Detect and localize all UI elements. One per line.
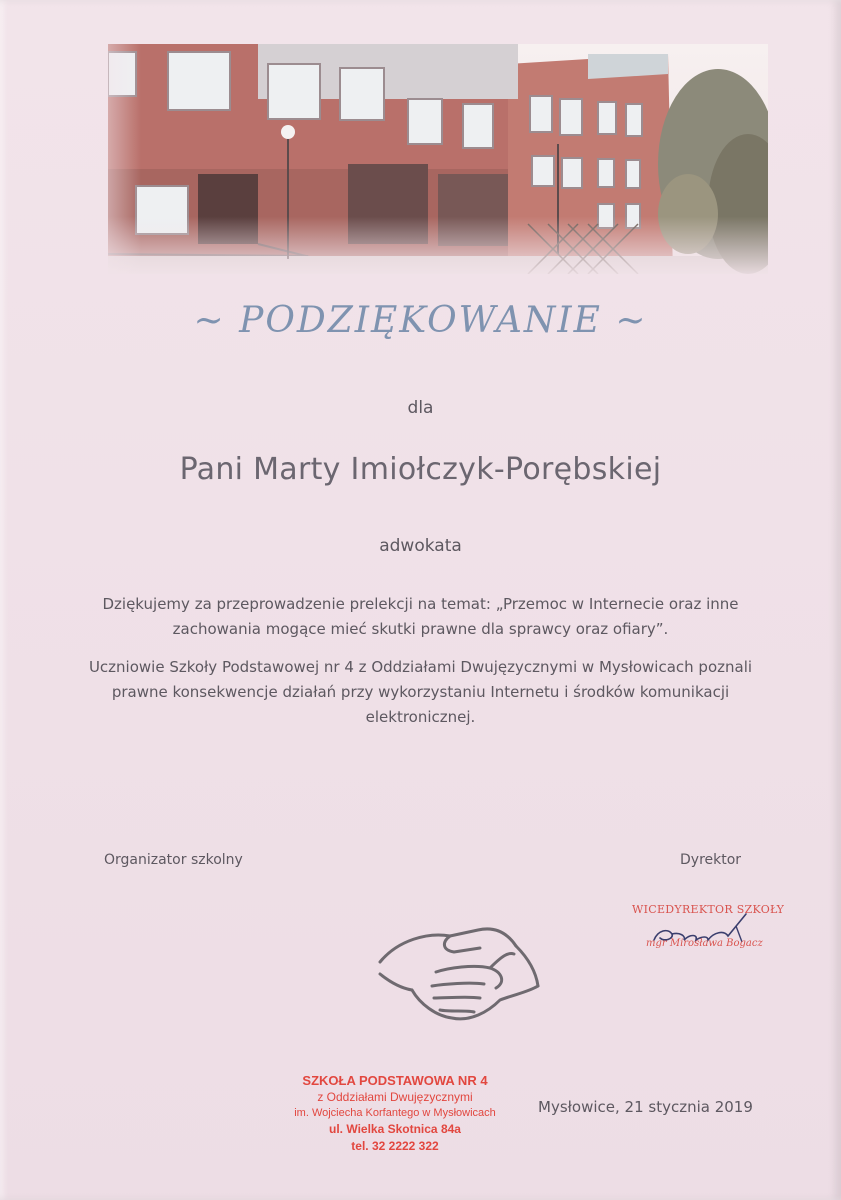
recipient-name: Pani Marty Imiołczyk-Porębskiej xyxy=(179,452,662,487)
thanks-paragraph: Dziękujemy za przeprowadzenie prelekcji na temat: „Przemoc w Internecie oraz inne zachowania mogące mieć skutki prawne dla sprawcy oraz ofiary”. xyxy=(102,595,739,638)
page-title: ~ PODZIĘKOWANIE ~ xyxy=(193,300,648,341)
handshake-icon xyxy=(378,912,548,1027)
students-paragraph: Uczniowie Szkoły Podstawowej nr 4 z Oddziałami Dwujęzycznymi w Mysłowicach poznali prawne konsekwencje działań przy wykorzystaniu Internetu i środków komunikacji elektronicznej. xyxy=(88,658,753,726)
recipient-role: adwokata xyxy=(379,536,462,556)
school-stamp xyxy=(260,1072,530,1155)
school-stamp-line: im. Wojciecha Korfantego w Mysłowicach xyxy=(294,1107,496,1119)
director-stamp xyxy=(620,900,810,960)
for-word: dla xyxy=(407,398,434,418)
school-stamp-line: SZKOŁA PODSTAWOWA NR 4 xyxy=(302,1073,488,1088)
school-stamp-line: z Oddziałami Dwujęzycznymi xyxy=(317,1090,473,1104)
place-date: Mysłowice, 21 stycznia 2019 xyxy=(538,1098,753,1116)
organizer-label: Organizator szkolny xyxy=(104,852,243,868)
director-stamp-name: mgr Mirosława Bogacz xyxy=(646,938,763,949)
director-label: Dyrektor xyxy=(680,852,742,868)
school-stamp-line: ul. Wielka Skotnica 84a xyxy=(329,1122,461,1136)
school-building-photo xyxy=(108,44,768,274)
school-stamp-line: tel. 32 2222 322 xyxy=(351,1139,439,1153)
director-stamp-title: WICEDYREKTOR SZKOŁY xyxy=(632,903,785,916)
